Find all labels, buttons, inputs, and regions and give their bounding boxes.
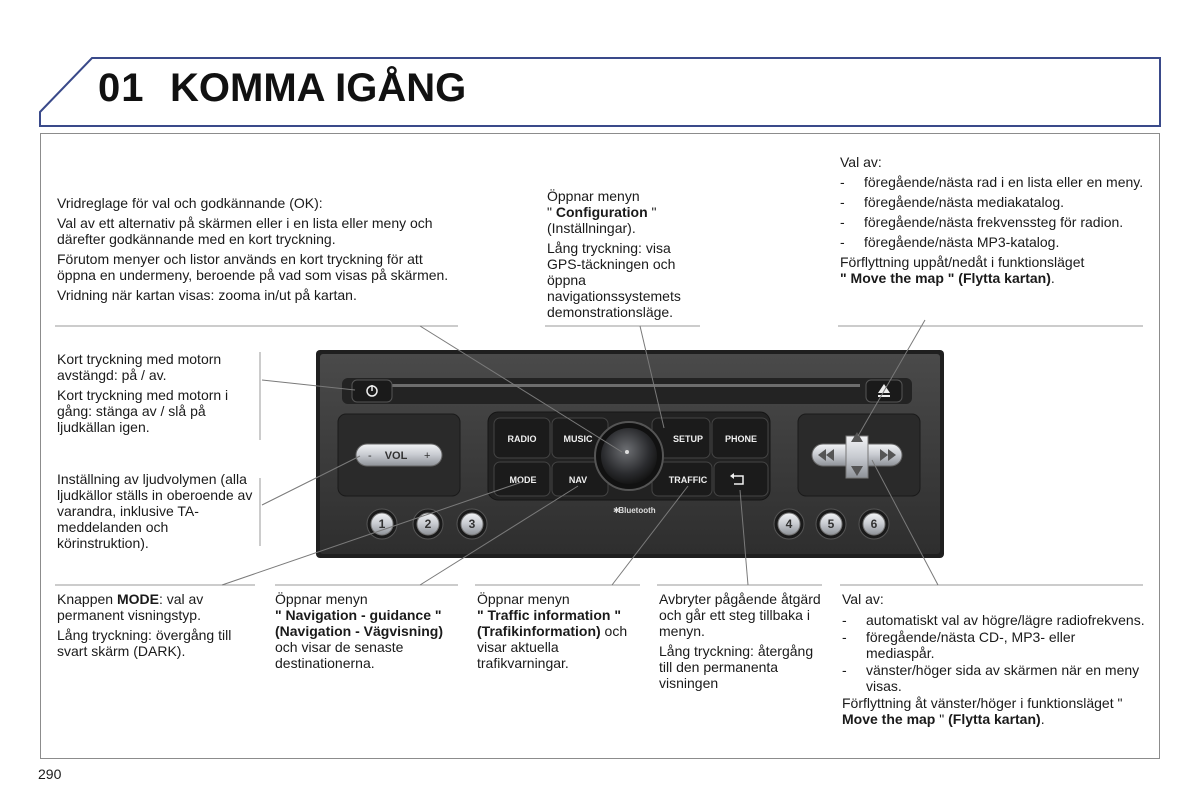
mode-p2: Lång tryckning: övergång till svart skärm (DARK).	[57, 627, 232, 659]
lr-item	[842, 629, 1147, 661]
radio-button[interactable]	[494, 418, 550, 458]
power-p1: Kort tryckning med motorn avstängd: på / av.	[57, 351, 222, 383]
page-number: 290	[38, 766, 62, 782]
dash-icon: -	[840, 174, 845, 190]
radio-button-label: RADIO	[507, 434, 537, 444]
traffic-l2-post: och visar aktuella trafikvarningar.	[477, 623, 628, 671]
lr-item-text: vänster/höger sida av skärmen när en meny visas.	[866, 662, 1140, 694]
power-button[interactable]	[352, 380, 392, 402]
phone-button-label: PHONE	[724, 434, 758, 444]
updown-move-pre: Förflyttning uppåt/nedåt i funktionsläget	[840, 254, 1085, 270]
updown-item-text: föregående/nästa rad i en lista eller en meny.	[864, 174, 1144, 190]
preset-button-label: 6	[870, 517, 878, 531]
mode-button-label: MODE	[509, 475, 537, 485]
setup-l2-pre: "	[547, 204, 556, 220]
updown-item	[840, 214, 1150, 230]
callout-volume	[57, 471, 257, 551]
callout-arrows-lr	[842, 591, 1147, 727]
preset-button-2[interactable]	[413, 509, 443, 539]
preset-button-label: 4	[785, 517, 793, 531]
callout-mode	[57, 591, 252, 659]
callout-knob	[57, 195, 462, 303]
preset-button-4[interactable]	[774, 509, 804, 539]
updown-item-text: föregående/nästa MP3-katalog.	[864, 234, 1060, 250]
bluetooth-logo	[613, 506, 656, 515]
setup-l2-bold: Configuration	[555, 204, 648, 220]
dash-icon: -	[840, 194, 845, 210]
phone-button[interactable]	[712, 418, 768, 458]
dash-icon: -	[840, 214, 845, 230]
callout-setup	[547, 188, 707, 320]
nav-l2-post: och visar de senaste destinationerna.	[275, 639, 404, 671]
updown-item	[840, 174, 1150, 190]
nav-button-label: NAV	[568, 475, 588, 485]
lr-move-pre: Förflyttning åt vänster/höger i funktionsläget "	[842, 695, 1123, 711]
setup-p2: Lång tryckning: visa GPS-täckningen och öppna navigationssystemets demonstrationsläge.	[547, 240, 681, 320]
lr-move-bold: Move the map	[842, 711, 936, 727]
knob-p1: Vridreglage för val och godkännande (OK):	[57, 195, 323, 211]
preset-button-label: 2	[424, 517, 432, 531]
mode-button[interactable]	[494, 462, 550, 496]
traffic-button-label: TRAFFIC	[668, 475, 708, 485]
setup-l2-post: "	[647, 204, 657, 220]
volume-p1: Inställning av ljudvolymen (alla ljudkällor ställs in oberoende av varandra, inklusive TA-meddelanden och körinstruktion).	[57, 471, 253, 551]
updown-move-bold: " Move the map " (Flytta kartan)	[840, 270, 1051, 286]
preset-button-label: 5	[827, 517, 835, 531]
vol-label: VOL	[384, 450, 408, 462]
callout-power	[57, 351, 257, 435]
back-p1: Avbryter pågående åtgärd och går ett steg tillbaka i menyn.	[659, 591, 821, 639]
lr-item	[842, 662, 1147, 694]
updown-item	[840, 194, 1150, 210]
knob-p2: Val av ett alternativ på skärmen eller i en lista eller meny och därefter godkännande med en kort tryckning.	[57, 215, 433, 247]
lr-move-mid: "	[935, 711, 949, 727]
lr-move-post: .	[1040, 711, 1045, 727]
knob-p4: Vridning när kartan visas: zooma in/ut på kartan.	[57, 287, 357, 303]
setup-l1: Öppnar menyn	[547, 188, 640, 204]
dash-icon: -	[842, 629, 847, 645]
dash-icon: -	[840, 234, 845, 250]
traffic-l1: Öppnar menyn	[477, 591, 570, 607]
power-p2: Kort tryckning med motorn i gång: stänga av / slå på ljudkällan igen.	[57, 387, 229, 435]
mode-l1-post: : val av permanent visningstyp.	[57, 591, 204, 623]
nav-l1: Öppnar menyn	[275, 591, 368, 607]
lr-intro: Val av:	[842, 591, 884, 607]
updown-intro: Val av:	[840, 154, 882, 170]
mode-l1-pre: Knappen	[57, 591, 117, 607]
dash-icon: -	[842, 612, 847, 628]
vol-minus-label: -	[368, 450, 372, 462]
updown-item	[840, 234, 1150, 250]
setup-button-label: SETUP	[672, 434, 704, 444]
setup-l3: (Inställningar).	[547, 220, 636, 236]
updown-item-text: föregående/nästa mediakatalog.	[864, 194, 1065, 210]
callout-nav	[275, 591, 460, 671]
callout-back	[659, 591, 827, 691]
chapter-title: KOMMA IGÅNG	[170, 66, 467, 110]
chapter-number: 01	[98, 66, 145, 110]
preset-button-6[interactable]	[859, 509, 889, 539]
preset-button-5[interactable]	[816, 509, 846, 539]
mode-l1-bold: MODE	[116, 591, 159, 607]
volume-rocker[interactable]	[356, 444, 442, 466]
lr-item-text: föregående/nästa CD-, MP3- eller mediaspår.	[866, 629, 1076, 661]
rotary-knob[interactable]	[595, 422, 663, 490]
bluetooth-label: Bluetooth	[618, 506, 656, 515]
preset-button-3[interactable]	[457, 509, 487, 539]
back-button[interactable]	[714, 462, 768, 496]
lr-move-bold2: (Flytta kartan)	[948, 711, 1041, 727]
knob-p3: Förutom menyer och listor används en kort tryckning för att öppna en undermeny, beroende på vad som visas på skärmen.	[57, 251, 449, 283]
traffic-l2-bold: " Traffic information " (Trafikinformation)	[477, 607, 621, 639]
lr-item	[842, 612, 1147, 628]
music-button-label: MUSIC	[563, 434, 593, 444]
back-p2: Lång tryckning: återgång till den permanenta visningen	[659, 643, 814, 691]
bluetooth-icon: ✱	[613, 506, 620, 515]
vol-plus-label: +	[424, 450, 431, 462]
preset-button-1[interactable]	[367, 509, 397, 539]
preset-button-label: 3	[468, 517, 476, 531]
updown-item-text: föregående/nästa frekvenssteg för radion.	[864, 214, 1124, 230]
callout-traffic	[477, 591, 642, 671]
updown-move-post: .	[1050, 270, 1055, 286]
callout-arrows-updown	[840, 154, 1150, 286]
lr-item-text: automatiskt val av högre/lägre radiofrekvens.	[866, 612, 1145, 628]
nav-l2-bold: " Navigation - guidance " (Navigation - Vägvisning)	[275, 607, 444, 639]
dash-icon: -	[842, 662, 847, 678]
preset-button-label: 1	[378, 517, 386, 531]
